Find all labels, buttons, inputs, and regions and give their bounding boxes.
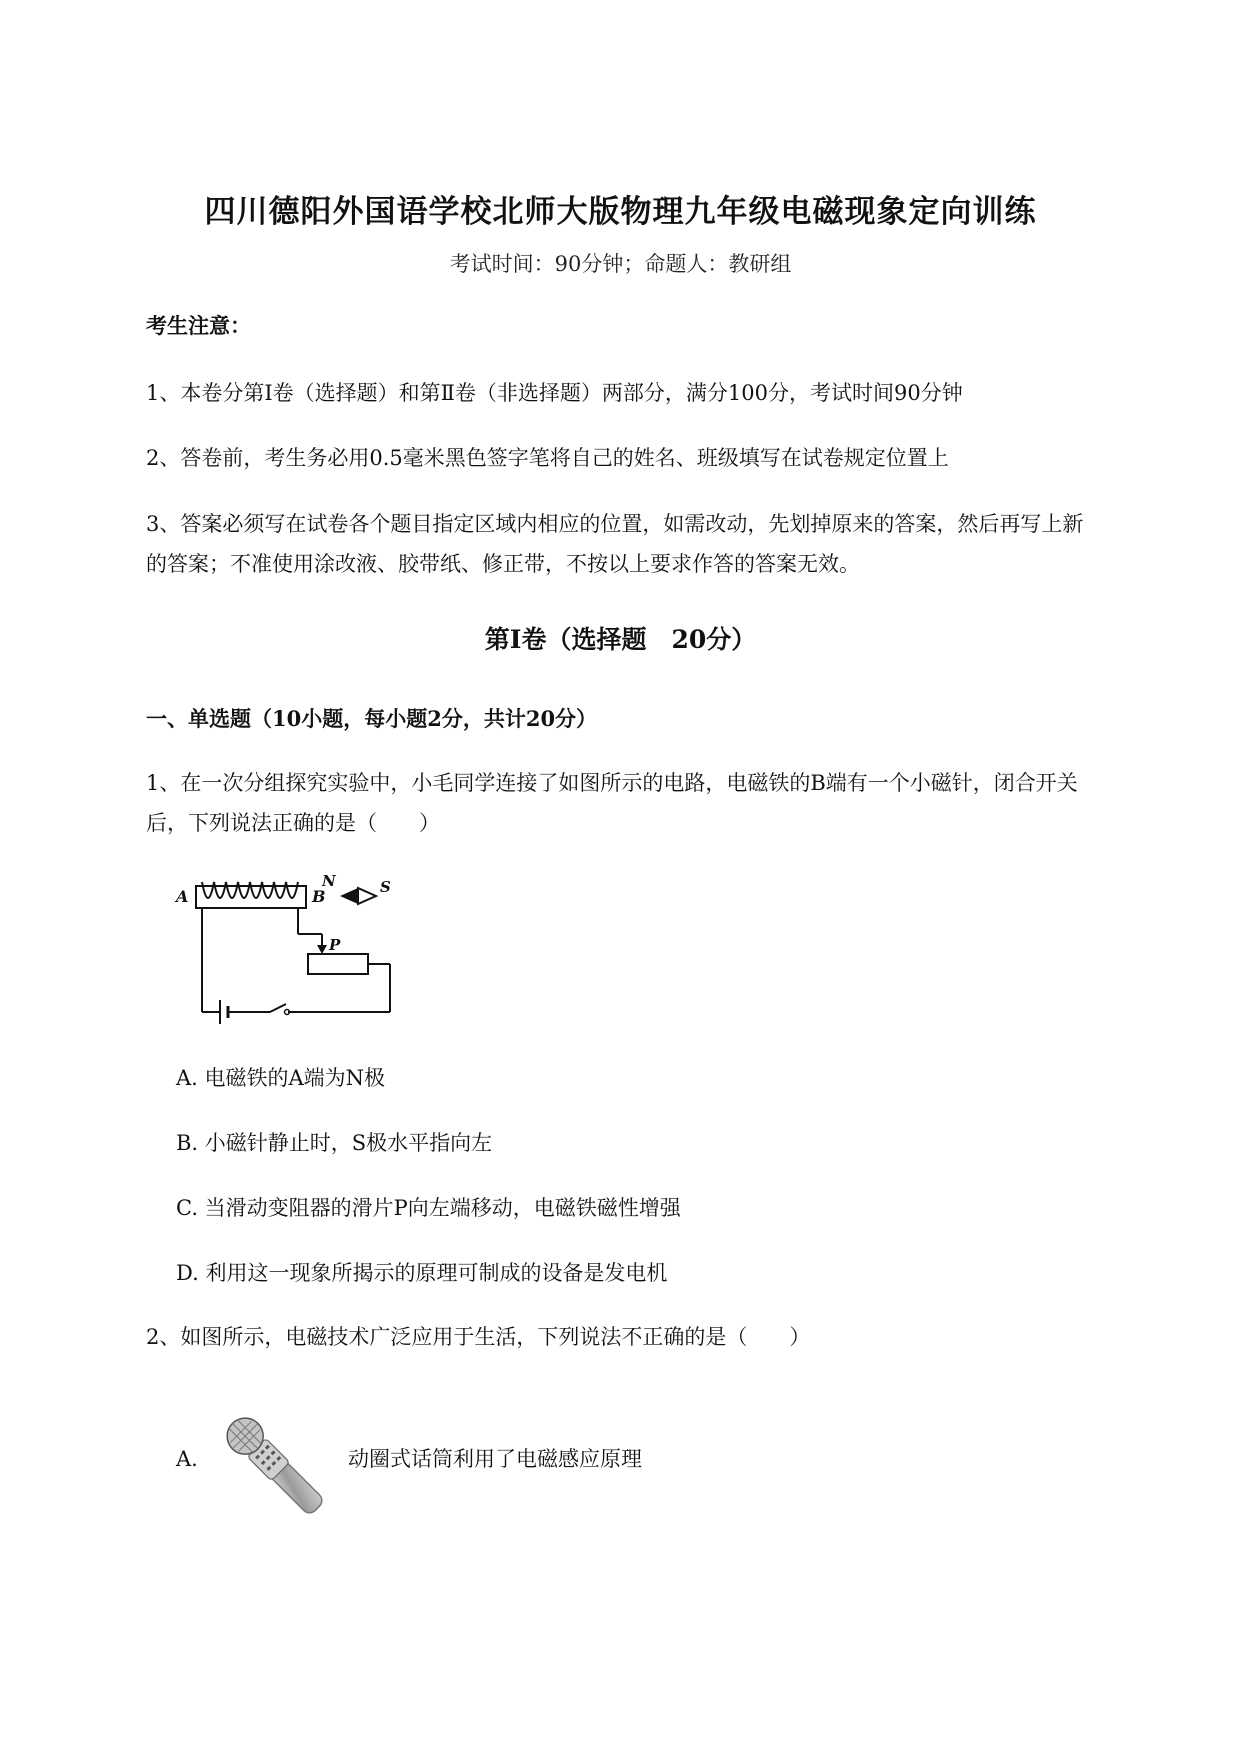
microphone-icon — [202, 1403, 352, 1533]
q2-option-a-text: 动圈式话筒利用了电磁感应原理 — [348, 1447, 642, 1471]
notice-item-2: 2、答卷前，考生务必用0.5毫米黑色签字笔将自己的姓名、班级填写在试卷规定位置上 — [146, 446, 949, 470]
q1-stem-line2: 后，下列说法正确的是（ ） — [146, 811, 440, 835]
q2-option-a-label: A. — [176, 1447, 198, 1471]
label-b: B — [312, 887, 326, 906]
notice-item-3: 3、答案必须写在试卷各个题目指定区域内相应的位置，如需改动，先划掉原来的答案，然后再写上新 — [146, 512, 1084, 536]
q1-stem-line1: 1、在一次分组探究实验中，小毛同学连接了如图所示的电路，电磁铁的B端有一个小磁针，闭合开关 — [146, 771, 1078, 795]
q1-option-d: D. 利用这一现象所揭示的原理可制成的设备是发电机 — [176, 1261, 668, 1285]
page-title: 四川德阳外国语学校北师大版物理九年级电磁现象定向训练 — [204, 194, 1037, 230]
page-subtitle: 考试时间：90分钟；命题人：教研组 — [449, 252, 792, 276]
label-s: S — [380, 878, 391, 896]
q1-option-b: B. 小磁针静止时，S极水平指向左 — [176, 1131, 493, 1155]
notice-heading: 考生注意： — [146, 313, 251, 338]
label-a: A — [176, 887, 189, 906]
q2-stem: 2、如图所示，电磁技术广泛应用于生活，下列说法不正确的是（ ） — [146, 1325, 811, 1349]
notice-item-3-cont: 的答案；不准使用涂改液、胶带纸、修正带，不按以上要求作答的答案无效。 — [146, 552, 860, 576]
label-n: N — [322, 872, 336, 890]
label-p: P — [329, 936, 341, 954]
q1-option-a: A. 电磁铁的A端为N极 — [176, 1066, 386, 1090]
q1-option-c: C. 当滑动变阻器的滑片P向左端移动，电磁铁磁性增强 — [176, 1196, 681, 1220]
circuit-diagram — [172, 868, 412, 1028]
part-heading: 一、单选题（10小题，每小题2分，共计20分） — [146, 706, 598, 731]
notice-item-1: 1、本卷分第I卷（选择题）和第Ⅱ卷（非选择题）两部分，满分100分，考试时间90分钟 — [146, 381, 963, 405]
section-title: 第I卷（选择题 20分） — [484, 625, 757, 654]
